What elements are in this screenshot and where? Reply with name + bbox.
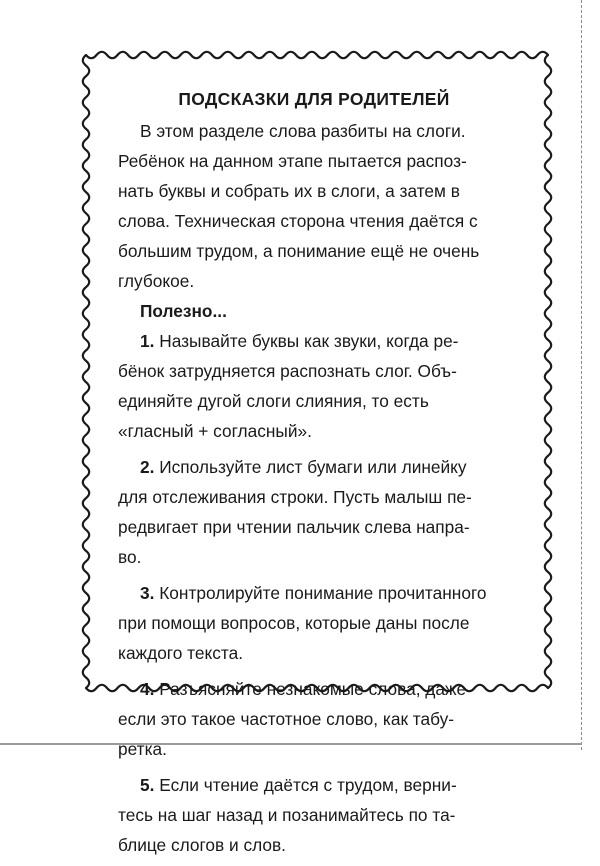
tip-number: 2. [140,457,155,477]
tip-text: Контролируйте понимание прочитанного [159,583,487,603]
dashed-cut-line [581,0,582,750]
intro-paragraph [118,116,514,296]
tip-line: «гласный + согласный». [118,421,312,441]
tip-text: Используйте лист бумаги или линейку [159,457,467,477]
tip-line: редвигает при чтении пальчик слева напра- [118,517,470,537]
subheading-useful: Полезно... [140,301,227,321]
tip-4 [118,674,514,764]
tip-number: 5. [140,775,155,795]
panel-title: ПОДСКАЗКИ ДЛЯ РОДИТЕЛЕЙ [178,89,450,109]
tip-line [118,770,514,800]
tip-text: Если чтение даётся с трудом, верни- [159,775,457,795]
tip-line: блице слогов и слов. [118,835,286,855]
tip-line: если это такое частотное слово, как табу- [118,709,455,729]
tip-line: единяйте дугой слоги слияния, то есть [118,391,429,411]
tip-line: во. [118,547,142,567]
tip-3 [118,578,514,668]
tip-1 [118,326,514,446]
intro-line: большим трудом, а понимание ещё не очень [118,241,480,261]
intro-line: Ребёнок на данном этапе пытается распоз- [118,151,467,171]
tip-number: 1. [140,331,155,351]
intro-line: В этом разделе слова разбиты на слоги. [140,121,466,141]
intro-line: нать буквы и собрать их в слоги, а затем в [118,181,460,201]
tip-line: для отслеживания строки. Пусть малыш пе- [118,487,472,507]
tip-number: 4. [140,679,155,699]
tip-line [118,326,514,356]
tip-line [118,452,514,482]
tip-2 [118,452,514,572]
tip-line: каждого текста. [118,643,244,663]
tip-line [118,674,514,704]
tip-5 [118,770,514,860]
tip-line: при помощи вопросов, которые даны после [118,613,470,633]
tip-text: Разъясняйте незнакомые слова, даже [159,679,467,699]
tip-line: ретка. [118,739,167,759]
tip-line: тесь на шаг назад и позанимайтесь по та- [118,805,456,825]
intro-line: глубокое. [118,271,195,291]
tip-text: Называйте буквы как звуки, когда ре- [159,331,459,351]
intro-line: слова. Техническая сторона чтения даётся с [118,211,478,231]
tip-line: бёнок затрудняется распознать слог. Объ- [118,361,457,381]
tip-number: 3. [140,583,155,603]
parent-tips-panel [118,86,514,866]
tip-line [118,578,514,608]
